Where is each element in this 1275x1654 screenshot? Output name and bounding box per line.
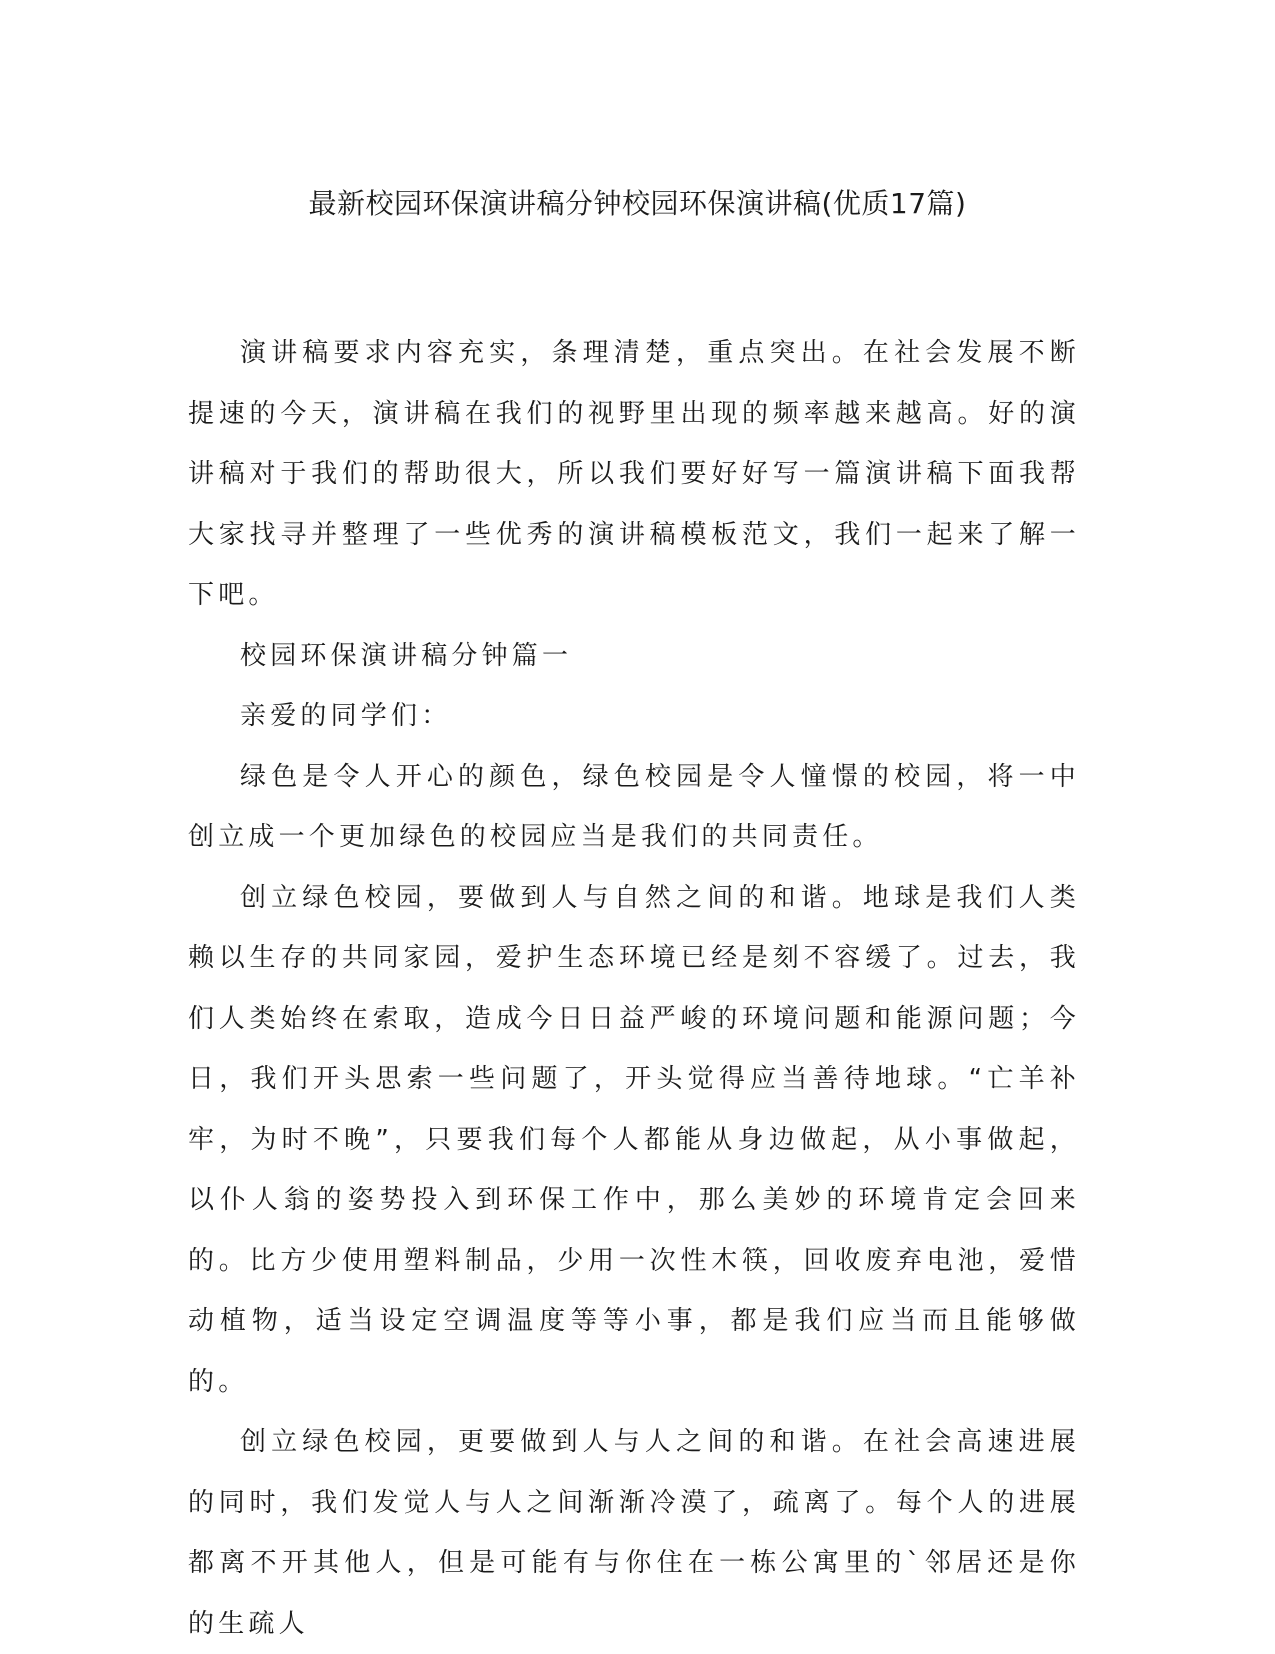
paragraph-intro: 演讲稿要求内容充实，条理清楚，重点突出。在社会发展不断提速的今天，演讲稿在我们的视野里出现的频率越来越高。好的演讲稿对于我们的帮助很大，所以我们要好好写一篇演讲稿下面我帮大家找寻并整理了一些优秀的演讲稿模板范文，我们一起来了解一下吧。 bbox=[188, 338, 1080, 610]
section-heading: 校园环保演讲稿分钟篇一 bbox=[240, 640, 573, 671]
paragraph: 创立绿色校园，更要做到人与人之间的和谐。在社会高速进展的同时，我们发觉人与人之间渐渐冷漠了，疏离了。每个人的进展都离不开其他人，但是可能有与你住在一栋公寓里的`邻居还是你的生疏人 bbox=[188, 1427, 1080, 1639]
document-title: 最新校园环保演讲稿分钟校园环保演讲稿(优质17篇) bbox=[308, 187, 967, 220]
salutation: 亲爱的同学们： bbox=[240, 701, 452, 731]
paragraph: 绿色是令人开心的颜色，绿色校园是令人憧憬的校园，将一中创立成一个更加绿色的校园应当是我们的共同责任。 bbox=[188, 761, 1080, 852]
paragraph: 创立绿色校园，要做到人与自然之间的和谐。地球是我们人类赖以生存的共同家园，爱护生态环境已经是刻不容缓了。过去，我们人类始终在索取，造成今日日益严峻的环境问题和能源问题；今日，我们开头思索一些问题了，开头觉得应当善待地球。“亡羊补牢，为时不晚”，只要我们每个人都能从身边做起，从小事做起，以仆人翁的姿势投入到环保工作中，那么美妙的环境肯定会回来的。比方少使用塑料制品，少用一次性木筷，回收废弃电池，爱惜动植物，适当设定空调温度等等小事，都是我们应当而且能够做的。 bbox=[188, 882, 1080, 1397]
document-body bbox=[188, 323, 1080, 1654]
